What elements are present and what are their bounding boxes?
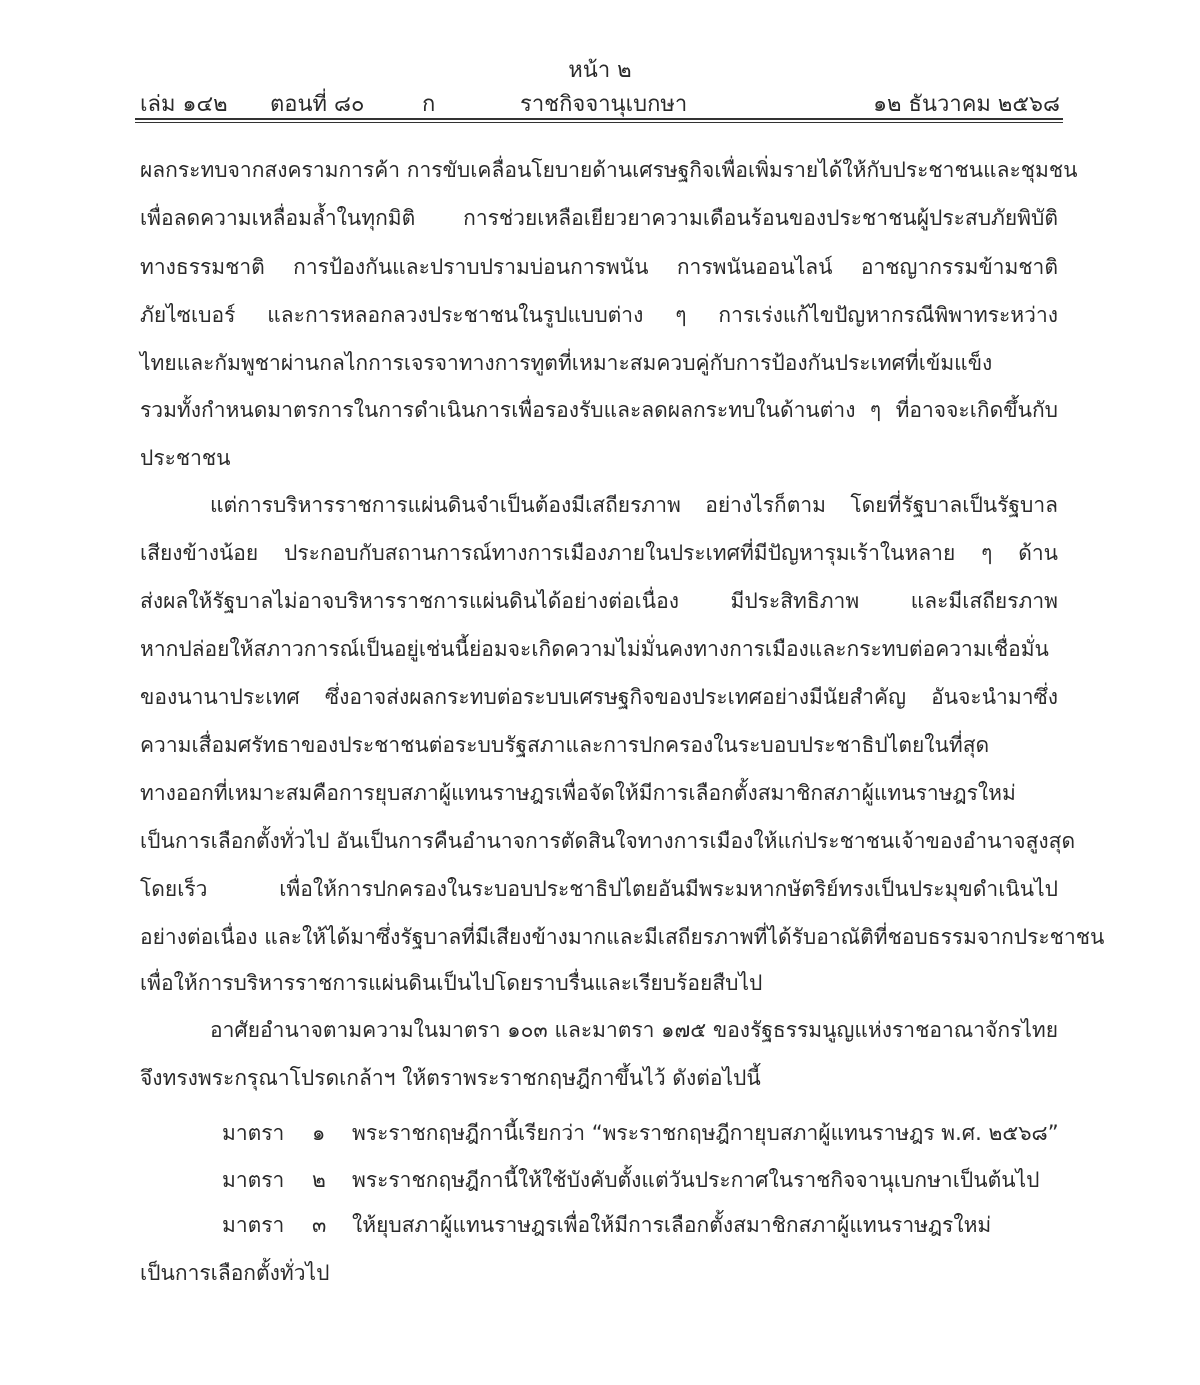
section-text: พระราชกฤษฎีกานี้เรียกว่า “พระราชกฤษฎีกายุบสภาผู้แทนราษฎร พ.ศ. ๒๕๖๘” [352,1121,1059,1145]
paragraph-line: ไทยและกัมพูชาผ่านกลไกการเจรจาทางการทูตที่เหมาะสมควบคู่กับการป้องกันประเทศที่เข้มแข็ง [140,351,993,375]
section-text: พระราชกฤษฎีกานี้ให้ใช้บังคับตั้งแต่วันประกาศในราชกิจจานุเบกษาเป็นต้นไป [352,1168,1040,1192]
paragraph-line: เพื่อให้การบริหารราชการแผ่นดินเป็นไปโดยราบรื่นและเรียบร้อยสืบไป [140,971,763,995]
paragraph-line: หากปล่อยให้สภาวการณ์เป็นอยู่เช่นนี้ย่อมจะเกิดความไม่มั่นคงทางการเมืองและกระทบต่อความเชื่อมั่น [140,637,1049,661]
section-number: ๓ [312,1213,327,1237]
header-rule [135,118,1063,120]
section-number: ๒ [312,1168,326,1192]
paragraph-line: ประชาชน [140,446,231,470]
paragraph-line: โดยเร็ว เพื่อให้การปกครองในระบอบประชาธิปไตยอันมีพระมหากษัตริย์ทรงเป็นประมุขดำเนินไป [140,877,1058,901]
issue: ตอนที่ ๘๐ [270,92,365,117]
publication-date: ๑๒ ธันวาคม ๒๕๖๘ [873,92,1060,117]
paragraph-line: ของนานาประเทศ ซึ่งอาจส่งผลกระทบต่อระบบเศรษฐกิจของประเทศอย่างมีนัยสำคัญ อันจะนำมาซึ่ง [140,685,1058,709]
page-number: หน้า ๒ [568,58,632,83]
header-rule [135,122,1063,123]
paragraph-line: ผลกระทบจากสงครามการค้า การขับเคลื่อนโยบายด้านเศรษฐกิจเพื่อเพิ่มรายได้ให้กับประชาชนและชุมชน [140,158,1078,182]
section-label: มาตรา [222,1213,285,1237]
paragraph-line: รวมทั้งกำหนดมาตรการในการดำเนินการเพื่อรองรับและลดผลกระทบในด้านต่าง ๆ ที่อาจจะเกิดขึ้นกับ [140,398,1058,422]
publication-name: ราชกิจจานุเบกษา [520,92,688,117]
section-text-continuation: เป็นการเลือกตั้งทั่วไป [140,1261,330,1285]
section-label: มาตรา [222,1168,285,1192]
section-letter: ก [422,92,436,117]
paragraph-line: ทางธรรมชาติ การป้องกันและปราบปรามบ่อนการพนัน การพนันออนไลน์ อาชญากรรมข้ามชาติ [140,255,1058,279]
paragraph-line: เพื่อลดความเหลื่อมล้ำในทุกมิติ การช่วยเหลือเยียวยาความเดือนร้อนของประชาชนผู้ประสบภัยพิบัติ [140,206,1058,230]
paragraph-line: ความเสื่อมศรัทธาของประชาชนต่อระบบรัฐสภาและการปกครองในระบอบประชาธิปไตยในที่สุด [140,733,990,757]
paragraph-line: เสียงข้างน้อย ประกอบกับสถานการณ์ทางการเมืองภายในประเทศที่มีปัญหารุมเร้าในหลาย ๆ ด้าน [140,541,1058,565]
paragraph-line: อย่างต่อเนื่อง และให้ได้มาซึ่งรัฐบาลที่มีเสียงข้างมากและมีเสถียรภาพที่ได้รับอาณัติที่ชอบธรรมจากประชาชน [140,925,1105,949]
section-label: มาตรา [222,1121,285,1145]
paragraph-line: ส่งผลให้รัฐบาลไม่อาจบริหารราชการแผ่นดินได้อย่างต่อเนื่อง มีประสิทธิภาพ และมีเสถียรภาพ [140,589,1058,613]
volume: เล่ม ๑๔๒ [140,92,228,117]
paragraph-line: อาศัยอำนาจตามความในมาตรา ๑๐๓ และมาตรา ๑๗๕ ของรัฐธรรมนูญแห่งราชอาณาจักรไทย [210,1018,1059,1042]
paragraph-line: ทางออกที่เหมาะสมคือการยุบสภาผู้แทนราษฎรเพื่อจัดให้มีการเลือกตั้งสมาชิกสภาผู้แทนราษฎรใหม่ [140,781,1016,805]
section-number: ๑ [312,1121,326,1145]
paragraph-line: ภัยไซเบอร์ และการหลอกลวงประชาชนในรูปแบบต่าง ๆ การเร่งแก้ไขปัญหากรณีพิพาทระหว่าง [140,303,1058,327]
paragraph-line: แต่การบริหารราชการแผ่นดินจำเป็นต้องมีเสถียรภาพ อย่างไรก็ตาม โดยที่รัฐบาลเป็นรัฐบาล [210,493,1058,517]
paragraph-line: จึงทรงพระกรุณาโปรดเกล้าฯ ให้ตราพระราชกฤษฎีกาขึ้นไว้ ดังต่อไปนี้ [140,1066,761,1090]
paragraph-line: เป็นการเลือกตั้งทั่วไป อันเป็นการคืนอำนาจการตัดสินใจทางการเมืองให้แก่ประชาชนเจ้าของอำนาจสูงสุด [140,829,1076,853]
section-text: ให้ยุบสภาผู้แทนราษฎรเพื่อให้มีการเลือกตั้งสมาชิกสภาผู้แทนราษฎรใหม่ [352,1213,992,1237]
